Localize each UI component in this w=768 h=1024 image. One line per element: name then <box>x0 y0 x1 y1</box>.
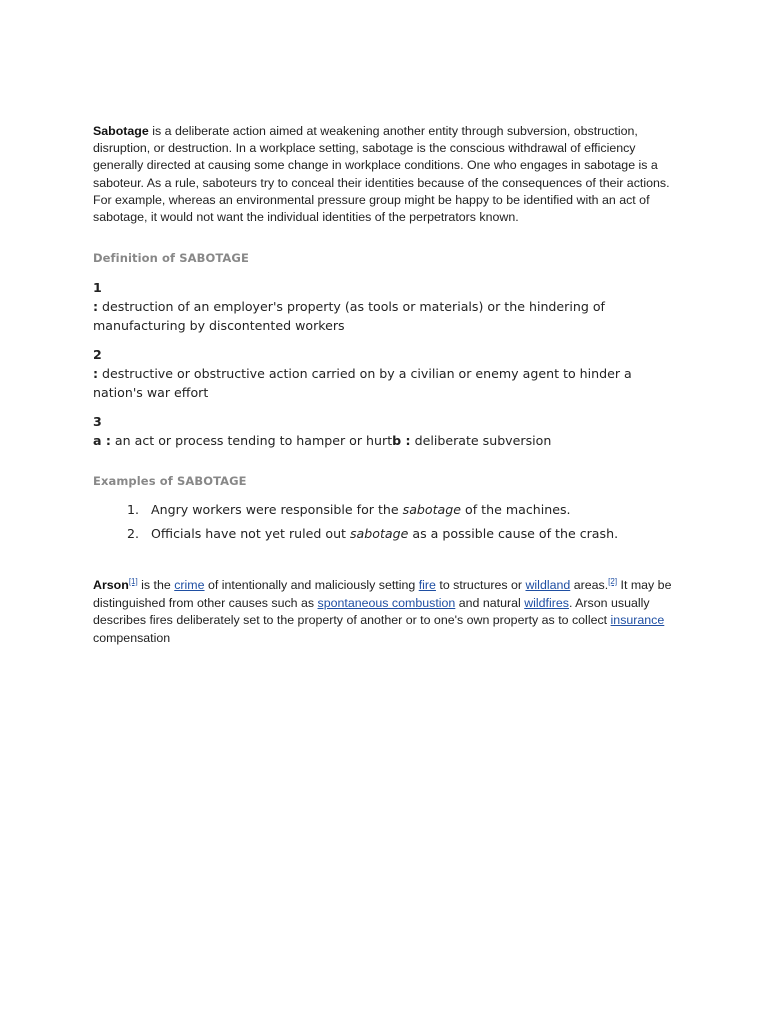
definition-number: 1 <box>93 280 102 295</box>
sabotage-text: is a deliberate action aimed at weakening another entity through subversion, obstruction, disruption, or destruction. In a workplace setting, sabotage is the conscious withdrawal of efficiency generally directed at causing some change in workplace conditions. One who engages in sabotage is a saboteur. As a rule, saboteurs try to conceal their identities because of the consequences of their actions. For example, whereas an environmental pressure group might be happy to be identified with an act of sabotage, it would not want the individual identities of the perpetrators known. <box>93 124 670 225</box>
definition-marker: : <box>93 299 99 314</box>
arson-text: is the <box>137 578 175 592</box>
link-wildland[interactable]: wildland <box>525 578 571 592</box>
definition-list <box>93 278 683 460</box>
ref-2[interactable] <box>608 577 617 586</box>
sabotage-paragraph <box>93 123 678 226</box>
definition-b-marker: b : <box>392 433 411 448</box>
arson-text: areas. <box>570 578 609 592</box>
sabotage-term: Sabotage <box>93 124 149 138</box>
definition-text: destruction of an employer's property (as tools or materials) or the hindering of manufacturing by discontented workers <box>93 299 605 333</box>
arson-text: of intentionally and maliciously setting <box>204 578 419 592</box>
definition-number: 3 <box>93 414 102 429</box>
example-text <box>139 502 571 517</box>
arson-paragraph <box>93 577 683 647</box>
definition-marker: : <box>93 366 99 381</box>
example-item <box>93 521 683 545</box>
example-italic: sabotage <box>350 525 409 541</box>
arson-text: compensation <box>93 630 171 645</box>
example-text-before: Officials have not yet ruled out <box>151 525 350 541</box>
example-item <box>93 497 683 521</box>
definition-number: 2 <box>93 347 102 362</box>
ref-2-link[interactable]: [2] <box>608 576 618 586</box>
definition-heading: Definition of SABOTAGE <box>93 251 249 265</box>
example-number: 2. <box>126 525 139 541</box>
link-spontaneous-combustion[interactable]: spontaneous combustion <box>317 595 456 610</box>
definition-a-text: an act or process tending to hamper or hurt <box>110 433 393 448</box>
arson-text: to structures or <box>435 578 526 592</box>
definition-item <box>93 278 683 335</box>
example-text-after: of the machines. <box>461 501 571 517</box>
examples-heading: Examples of SABOTAGE <box>93 474 247 488</box>
arson-text: . Arson usually describes fires deliberately set to the property of another or to one's own property as to collect <box>93 595 650 628</box>
definition-item <box>93 345 683 402</box>
example-number: 1. <box>126 501 139 517</box>
ref-1-link[interactable]: [1] <box>128 576 138 586</box>
arson-text: It may be distinguished from other causes such as <box>93 578 672 610</box>
link-wildfires[interactable]: wildfires <box>524 595 569 610</box>
arson-term: Arson <box>93 578 129 592</box>
link-insurance[interactable]: insurance <box>610 613 665 628</box>
definition-a-marker: a : <box>93 433 111 448</box>
example-text <box>139 526 618 541</box>
arson-text: and natural <box>455 595 525 610</box>
examples-list <box>93 497 683 545</box>
definition-b-text: deliberate subversion <box>410 433 552 448</box>
definition-text: destructive or obstructive action carried on by a civilian or enemy agent to hinder a nation's war effort <box>93 366 632 400</box>
example-text-before: Angry workers were responsible for the <box>151 501 403 517</box>
link-crime[interactable]: crime <box>174 578 205 592</box>
link-fire[interactable]: fire <box>418 578 436 592</box>
example-text-after: as a possible cause of the crash. <box>408 525 619 541</box>
ref-1[interactable] <box>129 577 138 586</box>
example-italic: sabotage <box>402 501 462 517</box>
definition-item <box>93 412 683 450</box>
